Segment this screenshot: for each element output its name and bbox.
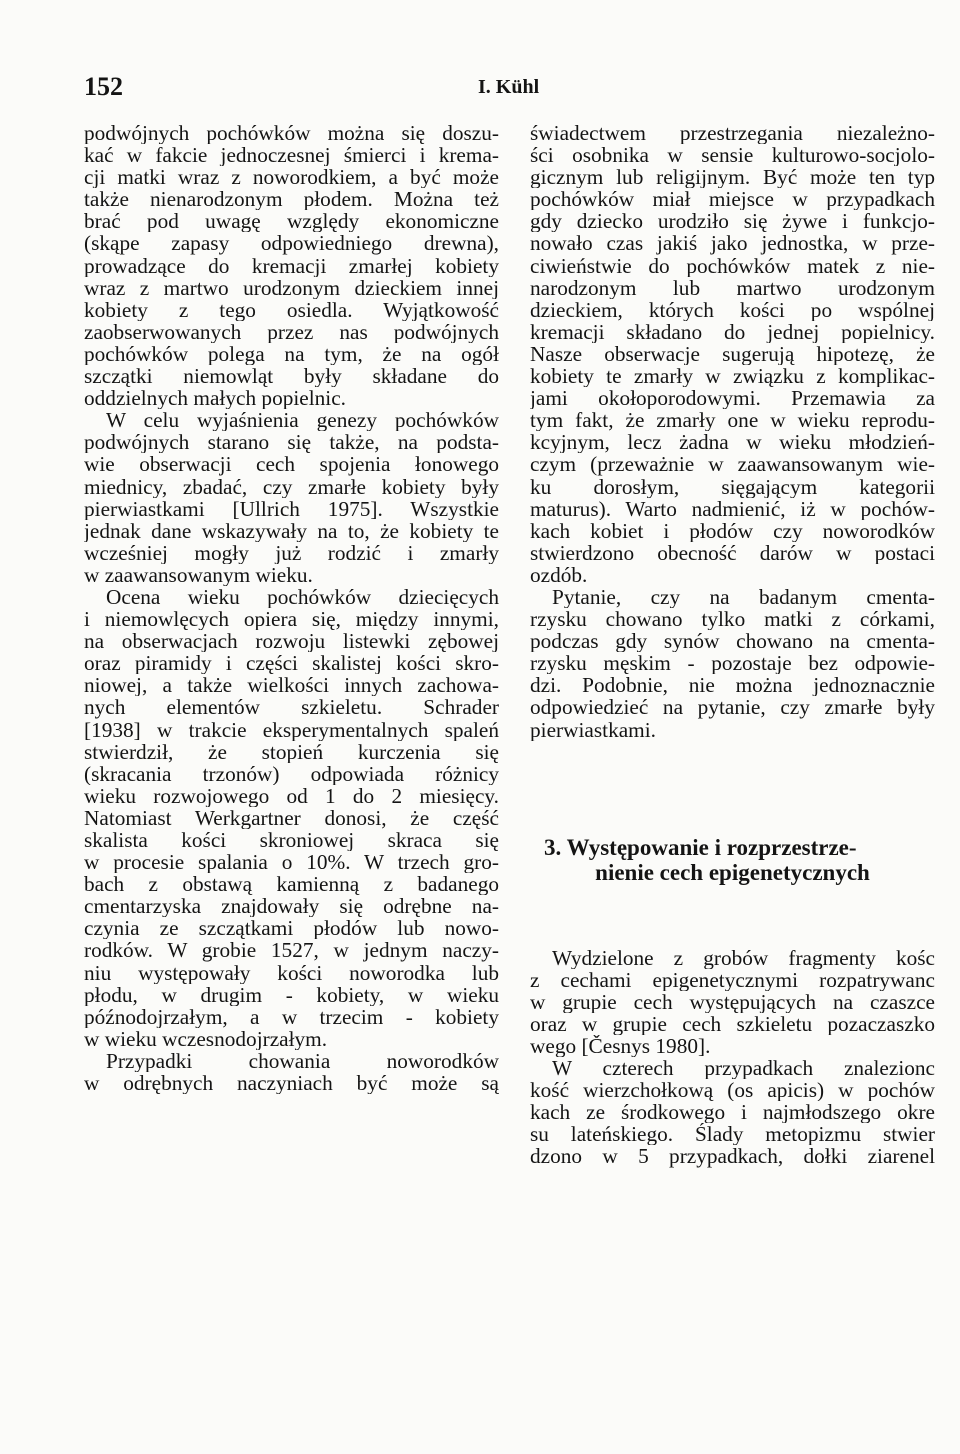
text-line: brać pod uwagę względy ekonomiczne bbox=[84, 210, 499, 233]
text-line: jami okołoporodowymi. Przemawia za bbox=[530, 387, 935, 410]
section-heading-line: nienie cech epigenetycznych bbox=[595, 859, 870, 885]
text-line: prowadzące do kremacji zmarłej kobiety bbox=[84, 254, 499, 277]
left-column bbox=[84, 122, 499, 1094]
text-line: zaobserwowanych przez nas podwójnych bbox=[84, 320, 499, 343]
text-line: pochówków polega na tym, że na ogół bbox=[84, 342, 499, 366]
text-line: dzi. Podobnie, nie można jednoznacznie bbox=[530, 674, 935, 697]
right-column bbox=[530, 122, 935, 1168]
text-line: rzysku chowano tylko matki z córkami, bbox=[530, 608, 935, 631]
text-line: niu występowały kości noworodka lub bbox=[84, 961, 499, 984]
text-line: późnodojrzałym, a w trzecim - kobiety bbox=[84, 1005, 499, 1028]
text-line: także nienarodzonym płodem. Można też bbox=[84, 188, 499, 211]
text-line: podwójnych starano się także, na podsta- bbox=[84, 431, 499, 454]
text-line: nych elementów szkieletu. Schrader bbox=[84, 696, 499, 719]
text-line: oddzielnych małych popielnic. bbox=[84, 387, 346, 410]
text-line: Przypadki chowania noworodków bbox=[106, 1049, 499, 1073]
running-head: I. Kühl bbox=[478, 76, 540, 98]
text-line: (skracania trzonów) odpowiada różnicy bbox=[84, 762, 499, 785]
text-line: gdy dziecko urodziło się żywe i funkcjo- bbox=[530, 210, 935, 233]
text-line: czym (przeważnie w zaawansowanym wie- bbox=[530, 453, 935, 476]
section-heading bbox=[530, 835, 935, 885]
text-line: płodu, w drugim - kobiety, w wieku bbox=[84, 983, 499, 1006]
text-line: stwierdził, że stopień kurczenia się bbox=[84, 740, 499, 763]
text-line: tym fakt, że zmarły one w wieku reprodu- bbox=[530, 409, 935, 432]
text-line: na obserwacjach rozwoju listewki zębowej bbox=[84, 630, 499, 653]
text-line: rzysku męskim - pozostaje bez odpowie- bbox=[530, 652, 935, 675]
text-line: pochówków miał miejsce w przypadkach bbox=[530, 188, 935, 211]
text-line: (skąpe zapasy odpowiedniego drewna), bbox=[84, 232, 499, 255]
text-line: rodków. W grobie 1527, w jednym naczy- bbox=[84, 939, 499, 962]
text-line: Ocena wieku pochówków dziecięcych bbox=[106, 585, 499, 609]
text-line: niowej, a także wielkości innych zachowa- bbox=[84, 674, 499, 697]
text-line: [1938] w trakcie eksperymentalnych spaleń bbox=[84, 718, 499, 741]
text-line: kobiety z tego osiedla. Wyjątkowość bbox=[84, 298, 499, 321]
text-line: narodzonym lub martwo urodzonym bbox=[530, 276, 935, 299]
text-line: szczątki niemowląt były składane do bbox=[84, 365, 499, 388]
text-line: stwierdzono obecność darów w postaci bbox=[530, 541, 935, 564]
text-line: kach ze środkowego i najmłodszego okre bbox=[530, 1101, 935, 1124]
text-line: w procesie spalania o 10%. W trzech gro- bbox=[84, 851, 499, 874]
text-line: oraz w grupie cech szkieletu pozaczaszko bbox=[530, 1012, 935, 1035]
text-line: kremacji składano do jednej popielnicy. bbox=[530, 320, 935, 343]
text-line: w wieku wczesnodojrzałym. bbox=[84, 1027, 328, 1050]
text-line: w zaawansowanym wieku. bbox=[84, 563, 313, 586]
text-line: cmentarzyska znajdowały się odrębne na- bbox=[84, 895, 499, 918]
text-line: pierwiastkami [Ullrich 1975]. Wszystkie bbox=[84, 497, 499, 520]
text-line: i niemowlęcych opiera się, między innymi, bbox=[84, 608, 499, 631]
text-line: W czterech przypadkach znalezionc bbox=[552, 1057, 935, 1080]
text-line: ku dorosłym, sięgającym kategorii bbox=[530, 475, 935, 498]
text-line: ciwieństwie do pochówków matek z nie- bbox=[530, 254, 935, 277]
text-line: odpowiedzieć na pytanie, czy zmarłe były bbox=[530, 696, 935, 719]
text-line: gicznym lub religijnym. Być może ten typ bbox=[530, 166, 935, 189]
text-line: kobiety te zmarły w związku z komplikac- bbox=[530, 365, 935, 388]
text-line: czynia ze szczątkami płodów lub nowo- bbox=[84, 917, 499, 940]
text-line: kach kobiet i płodów czy noworodków bbox=[530, 519, 935, 542]
text-line: dzono w 5 przypadkach, dołki ziarenel bbox=[530, 1145, 935, 1168]
text-line: podwójnych pochówków można się doszu- bbox=[84, 122, 499, 145]
text-line: cji matki wraz z noworodkiem, a być może bbox=[84, 166, 499, 189]
text-line: maturus). Warto nadmienić, iż w pochów- bbox=[530, 497, 935, 520]
text-line: podczas gdy synów chowano na cmenta- bbox=[530, 630, 935, 653]
text-line: wraz z martwo urodzonym dzieckiem innej bbox=[84, 276, 499, 299]
text-line: pierwiastkami. bbox=[530, 718, 656, 741]
text-line: wie obserwacji cech spojenia łonowego bbox=[84, 453, 499, 476]
text-line: ozdób. bbox=[530, 563, 588, 586]
text-line: świadectwem przestrzegania niezależno- bbox=[530, 122, 935, 145]
text-line: z cechami epigenetycznymi rozpatrywanc bbox=[530, 968, 935, 991]
text-line: kcyjnym, lecz żadna w wieku młodzień- bbox=[530, 431, 935, 454]
text-line: skalista kości skroniowej skraca się bbox=[84, 829, 499, 852]
text-line: wcześniej mogły już rodzić i zmarły bbox=[84, 541, 499, 564]
text-line: Nasze obserwacje sugerują hipotezę, że bbox=[530, 342, 935, 366]
text-line: W celu wyjaśnienia genezy pochówków bbox=[106, 409, 499, 432]
text-line: wieku rozwojowego od 1 do 2 miesięcy. bbox=[84, 784, 499, 807]
text-line: Wydzielone z grobów fragmenty kośc bbox=[552, 946, 935, 969]
text-line: ści osobnika w sensie kulturowo-socjolo- bbox=[530, 144, 935, 167]
text-line: Natomiast Werkgartner donosi, że część bbox=[84, 806, 499, 829]
text-line: w grupie cech występujących na czaszce bbox=[530, 990, 935, 1013]
text-line: w odrębnych naczyniach być może są bbox=[84, 1072, 499, 1095]
text-line: su lateńskiego. Ślady metopizmu stwier bbox=[530, 1123, 935, 1146]
text-line: jednak dane wskazywały na to, że kobiety te bbox=[84, 519, 499, 542]
text-line: oraz piramidy i części skalistej kości skro- bbox=[84, 652, 499, 675]
text-line: Pytanie, czy na badanym cmenta- bbox=[552, 585, 935, 609]
text-line: bach z obstawą kamienną z badanego bbox=[84, 873, 499, 896]
text-line: wego [Česnys 1980]. bbox=[530, 1035, 711, 1058]
page-number: 152 bbox=[84, 72, 123, 101]
text-line: kać w fakcie jednoczesnej śmierci i krema- bbox=[84, 144, 499, 167]
text-line: nowało czas jakiś jako jednostka, w prze- bbox=[530, 232, 935, 255]
text-line: dzieckiem, których kości po wspólnej bbox=[530, 298, 935, 321]
text-line: kość wierzchołkową (os apicis) w pochów bbox=[530, 1079, 935, 1102]
section-heading-line: 3. Występowanie i rozprzestrze- bbox=[544, 834, 857, 860]
text-line: miednicy, zbadać, czy zmarłe kobiety były bbox=[84, 475, 499, 498]
